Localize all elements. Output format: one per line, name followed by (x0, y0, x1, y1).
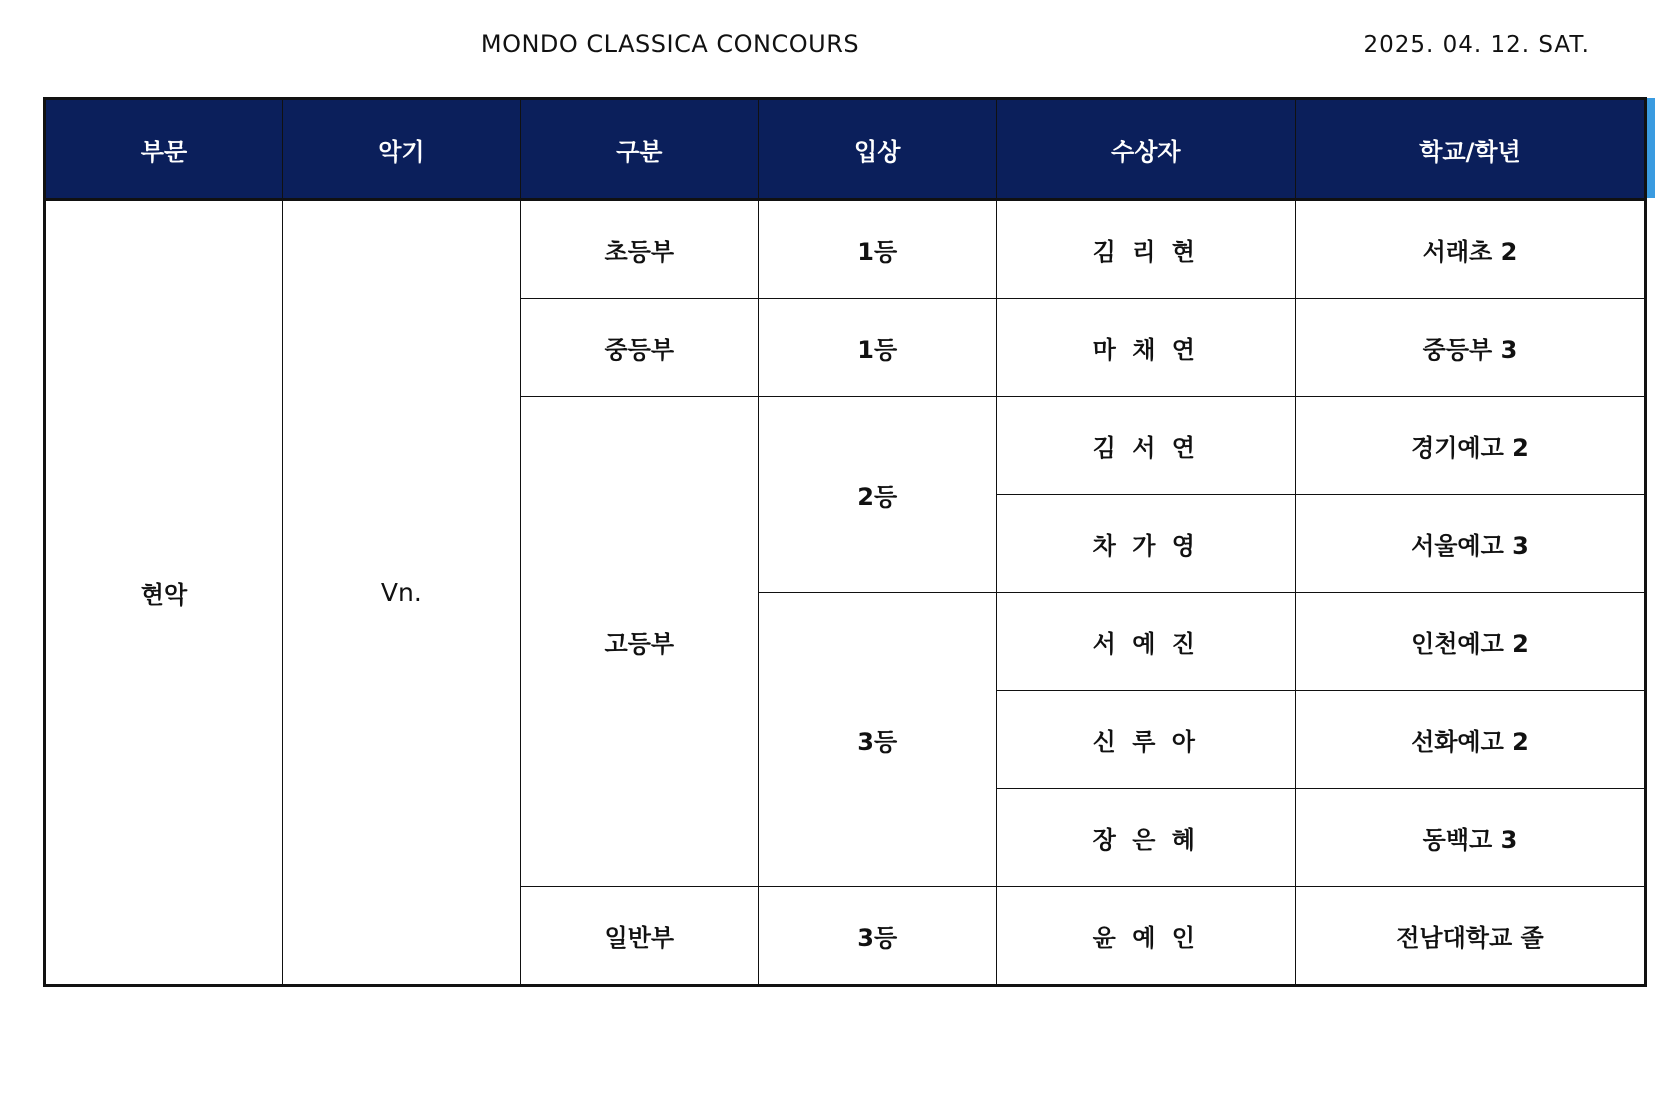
school-cell: 중등부 3 (1295, 299, 1645, 397)
prize-cell: 1등 (758, 299, 996, 397)
prize-cell: 3등 (758, 887, 996, 986)
table-row (45, 200, 1646, 299)
school-cell: 동백고 3 (1295, 789, 1645, 887)
document-title: MONDO CLASSICA CONCOURS (480, 30, 860, 58)
school-cell: 전남대학교 졸 (1295, 887, 1645, 986)
column-header-prize: 입상 (758, 99, 996, 200)
category-cell: 고등부 (520, 397, 758, 887)
column-header-division: 부문 (45, 99, 283, 200)
column-header-school-grade: 학교/학년 (1295, 99, 1645, 200)
column-header-instrument: 악기 (282, 99, 520, 200)
division-cell: 현악 (45, 200, 283, 986)
school-cell: 서래초 2 (1295, 200, 1645, 299)
winner-cell: 마 채 연 (996, 299, 1295, 397)
results-table (43, 97, 1647, 987)
table-header-row (45, 99, 1646, 200)
category-cell: 초등부 (520, 200, 758, 299)
school-cell: 인천예고 2 (1295, 593, 1645, 691)
winner-cell: 차 가 영 (996, 495, 1295, 593)
accent-bar (1647, 98, 1655, 198)
column-header-winner: 수상자 (996, 99, 1295, 200)
school-cell: 서울예고 3 (1295, 495, 1645, 593)
category-cell: 중등부 (520, 299, 758, 397)
winner-cell: 김 서 연 (996, 397, 1295, 495)
instrument-cell: Vn. (282, 200, 520, 986)
winner-cell: 서 예 진 (996, 593, 1295, 691)
prize-cell: 1등 (758, 200, 996, 299)
column-header-category: 구분 (520, 99, 758, 200)
winner-cell: 윤 예 인 (996, 887, 1295, 986)
prize-cell: 3등 (758, 593, 996, 887)
prize-cell: 2등 (758, 397, 996, 593)
winner-cell: 신 루 아 (996, 691, 1295, 789)
category-cell: 일반부 (520, 887, 758, 986)
school-cell: 선화예고 2 (1295, 691, 1645, 789)
winner-cell: 장 은 혜 (996, 789, 1295, 887)
school-cell: 경기예고 2 (1295, 397, 1645, 495)
winner-cell: 김 리 현 (996, 200, 1295, 299)
event-date: 2025. 04. 12. SAT. (1363, 32, 1590, 58)
